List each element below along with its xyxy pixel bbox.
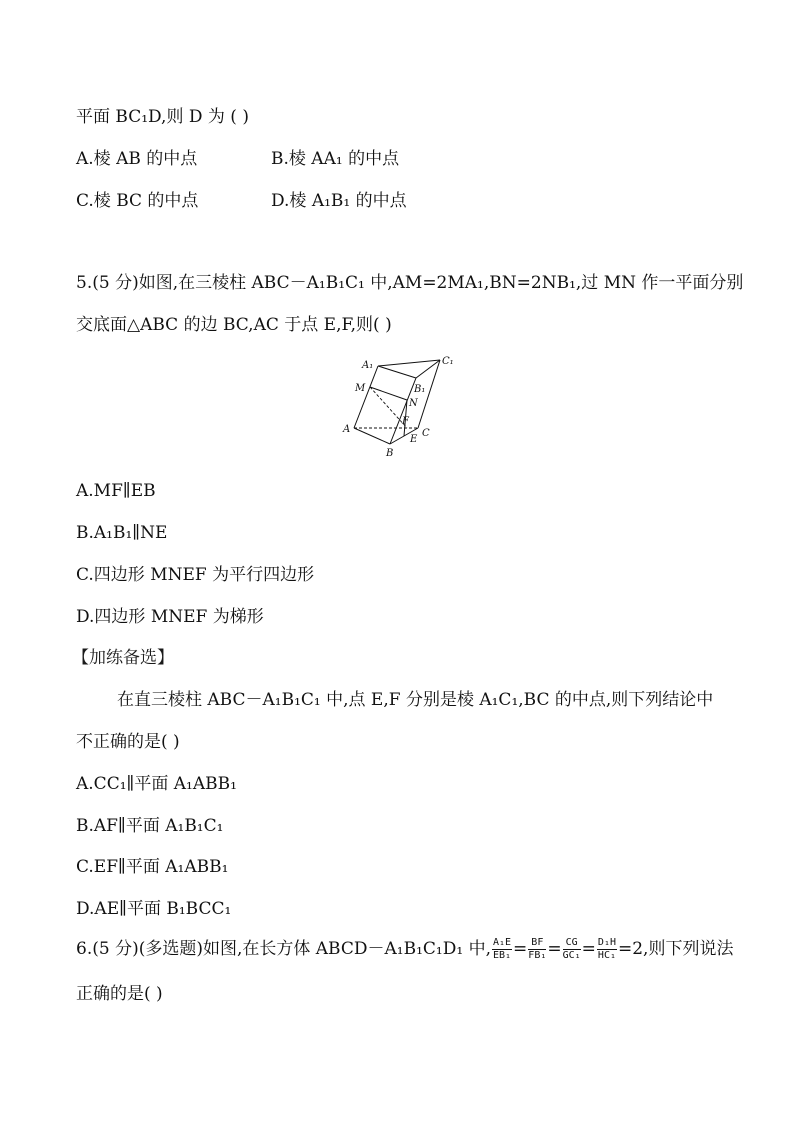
q4-option-d: D.棱 A₁B₁ 的中点 xyxy=(271,191,407,211)
q4-option-b: B.棱 AA₁ 的中点 xyxy=(271,149,400,169)
q4-option-c: C.棱 BC 的中点 xyxy=(76,191,199,211)
fraction-bf-fb1: $\frac{BF}{\text{FB₁}}$ xyxy=(528,937,547,961)
label-b1: B₁ xyxy=(414,384,426,395)
edge-a1-c1 xyxy=(378,360,440,366)
label-c: C xyxy=(422,428,430,439)
label-f: F xyxy=(402,416,409,427)
edge-a-b xyxy=(354,428,390,444)
fraction-cg-gc1: $\frac{CG}{\text{GC₁}}$ xyxy=(562,937,581,961)
q5-option-d: D.四边形 MNEF 为梯形 xyxy=(76,607,264,627)
fraction-d1h-hc1: $\frac{\text{D₁H}}{\text{HC₁}}$ xyxy=(597,937,616,961)
q5-option-b: B.A₁B₁∥NE xyxy=(76,523,168,543)
q5-stem-line2: 交底面△ABC 的边 BC,AC 于点 E,F,则( ) xyxy=(76,315,392,335)
label-e: E xyxy=(410,434,418,445)
q5-stem-line1: 5.(5 分)如图,在三棱柱 ABC－A₁B₁C₁ 中,AM=2MA₁,BN=2NB₁,过 MN 作一平面分别 xyxy=(76,273,744,293)
label-m: M xyxy=(355,383,366,394)
extra-option-a: A.CC₁∥平面 A₁ABB₁ xyxy=(76,774,237,794)
q6-suffix: =2,则下列说法 xyxy=(617,939,734,959)
q6-prefix: 6.(5 分)(多选题)如图,在长方体 ABCD－A₁B₁C₁D₁ 中, xyxy=(76,939,491,959)
q5-option-a: A.MF∥EB xyxy=(76,481,156,501)
edge-a1-b1 xyxy=(378,366,416,378)
label-b: B xyxy=(386,448,394,458)
edge-b1-c1 xyxy=(416,360,440,378)
extra-option-c: C.EF∥平面 A₁ABB₁ xyxy=(76,857,229,877)
extra-stem-line1: 在直三棱柱 ABC－A₁B₁C₁ 中,点 E,F 分别是棱 A₁C₁,BC 的中点,则下列结论中 xyxy=(117,690,714,710)
q6-stem-line2: 正确的是( ) xyxy=(76,984,163,1004)
extra-practice-tag: 【加练备选】 xyxy=(72,648,174,668)
prism-figure xyxy=(340,352,460,458)
segment-m-n xyxy=(370,387,407,400)
q4-stem: 平面 BC₁D,则 D 为 ( ) xyxy=(76,107,249,127)
extra-option-b: B.AF∥平面 A₁B₁C₁ xyxy=(76,816,224,836)
edge-a-a1 xyxy=(354,366,378,428)
label-a: A xyxy=(343,424,351,435)
extra-stem-line2: 不正确的是( ) xyxy=(76,732,180,752)
q4-option-a: A.棱 AB 的中点 xyxy=(76,149,198,169)
label-n: N xyxy=(409,398,418,409)
extra-option-d: D.AE∥平面 B₁BCC₁ xyxy=(76,899,232,919)
label-a1: A₁ xyxy=(362,360,374,371)
label-c1: C₁ xyxy=(442,356,454,367)
q5-option-c: C.四边形 MNEF 为平行四边形 xyxy=(76,565,315,585)
q6-stem-line1: 6.(5 分)(多选题)如图,在长方体 ABCD－A₁B₁C₁D₁ 中, $\frac{\text{A₁E}}{\text{EB₁}}$ = $\frac{BF}{\text{FB₁}}$ = $\frac{CG}{\text{GC₁}}$ = $\frac{\text{D₁H}}{\text{HC₁}}$ =2,则下列说法 xyxy=(76,937,734,961)
fraction-a1e-eb1: $\frac{\text{A₁E}}{\text{EB₁}}$ xyxy=(492,937,512,961)
